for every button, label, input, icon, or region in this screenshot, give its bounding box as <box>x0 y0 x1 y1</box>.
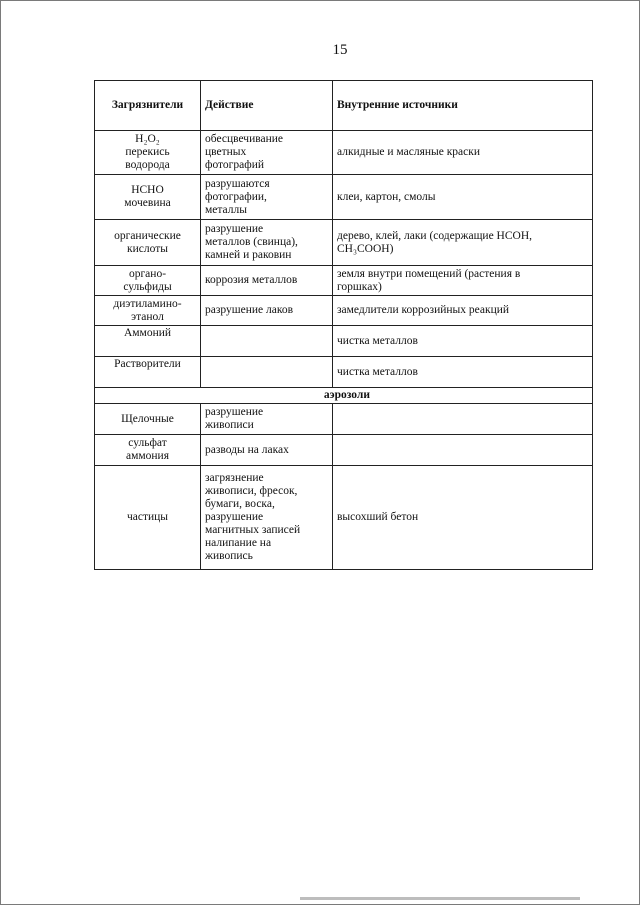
pollutant-cell: органо- сульфиды <box>95 266 201 296</box>
table-row <box>95 266 593 296</box>
table-row <box>95 131 593 175</box>
pollutants-table <box>94 80 593 570</box>
section-label-aerosols: аэрозоли <box>95 388 593 404</box>
table-row <box>95 357 593 388</box>
page-number: 15 <box>332 42 348 58</box>
source-cell: чистка металлов <box>333 357 593 388</box>
pollutant-cell: сульфат аммония <box>95 435 201 466</box>
table-row <box>95 404 593 435</box>
action-cell: разрушение лаков <box>201 296 333 326</box>
source-cell: клеи, картон, смолы <box>333 175 593 220</box>
table-row <box>95 220 593 266</box>
table-row <box>95 175 593 220</box>
pollutant-cell: НСНО мочевина <box>95 175 201 220</box>
source-cell: земля внутри помещений (растения в горшках) <box>333 266 593 296</box>
source-cell <box>333 435 593 466</box>
pollutant-cell: органические кислоты <box>95 220 201 266</box>
action-cell: коррозия металлов <box>201 266 333 296</box>
table-row <box>95 435 593 466</box>
pollutant-cell: Растворители <box>95 357 201 388</box>
action-cell: загрязнение живописи, фресок, бумаги, воска, разрушение магнитных записей налипание на живопись <box>201 466 333 570</box>
source-cell: высохший бетон <box>333 466 593 570</box>
action-cell <box>201 357 333 388</box>
table-row <box>95 326 593 357</box>
section-row-aerosols <box>95 388 593 404</box>
source-cell <box>333 404 593 435</box>
action-cell: разрушение металлов (свинца), камней и раковин <box>201 220 333 266</box>
table-row <box>95 296 593 326</box>
source-cell: алкидные и масляные краски <box>333 131 593 175</box>
source-cell: чистка металлов <box>333 326 593 357</box>
source-cell: дерево, клей, лаки (содержащие НСОН, CH₃COOH) <box>333 220 593 266</box>
action-cell <box>201 326 333 357</box>
scan-edge-line <box>300 897 580 900</box>
pollutant-cell: частицы <box>95 466 201 570</box>
action-cell: разрушаются фотографии, металлы <box>201 175 333 220</box>
header-action: Действие <box>201 81 333 131</box>
action-cell: обесцвечивание цветных фотографий <box>201 131 333 175</box>
source-cell: замедлители коррозийных реакций <box>333 296 593 326</box>
pollutant-cell: диэтиламино- этанол <box>95 296 201 326</box>
header-sources: Внутренние источники <box>333 81 593 131</box>
table-header-row <box>95 81 593 131</box>
pollutant-cell: Аммоний <box>95 326 201 357</box>
pollutant-cell: Щелочные <box>95 404 201 435</box>
pollutant-cell: H₂O₂ перекись водорода <box>95 131 201 175</box>
table-row <box>95 466 593 570</box>
action-cell: разрушение живописи <box>201 404 333 435</box>
header-pollutants: Загрязнители <box>95 81 201 131</box>
action-cell: разводы на лаках <box>201 435 333 466</box>
